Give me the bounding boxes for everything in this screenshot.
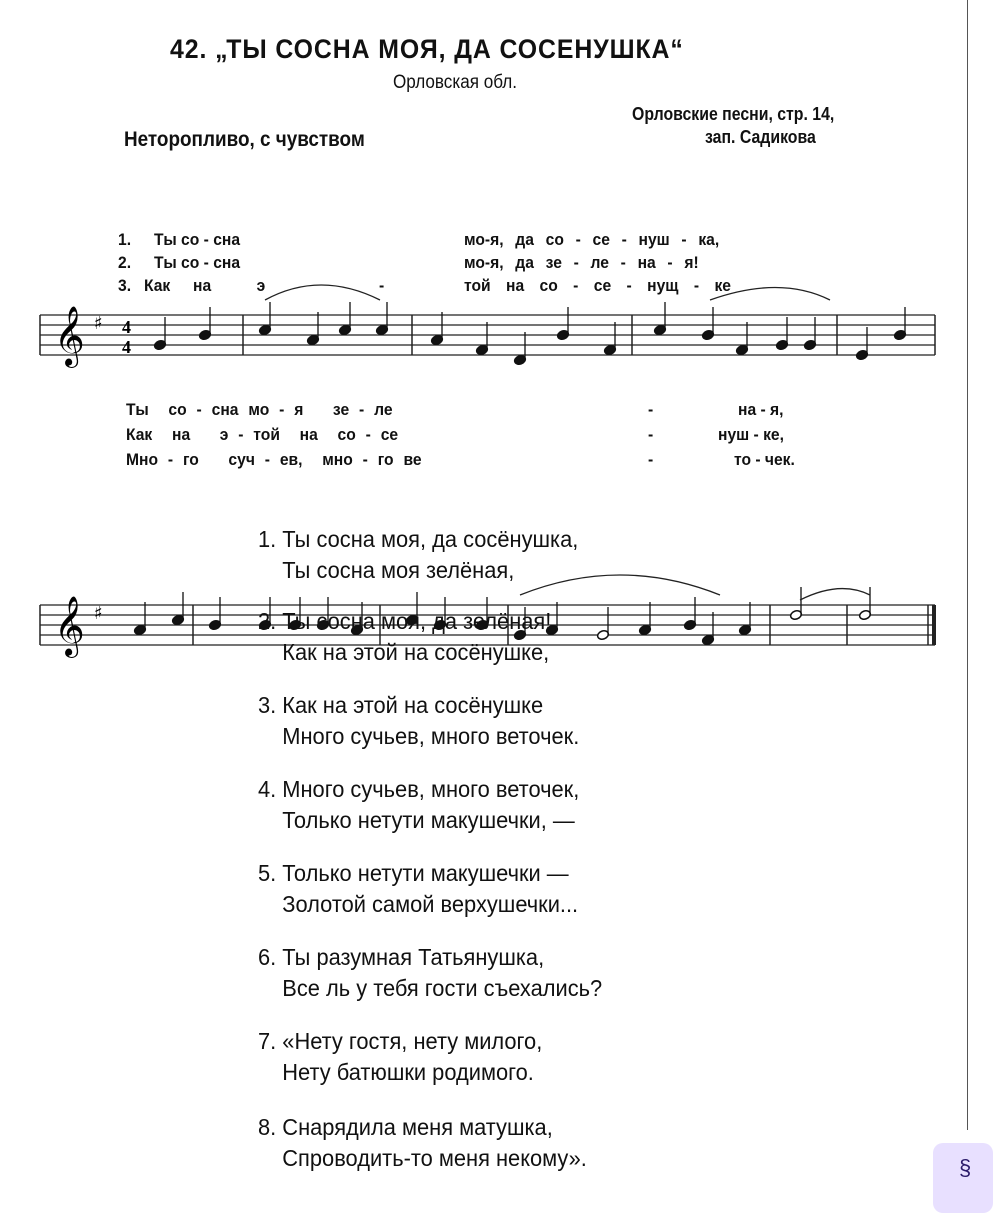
verse-line: Как на этой на сосёнушке, (258, 639, 550, 665)
lyric-line: Мно - го суч - ев, мно - го ве (126, 450, 422, 469)
lyric-line: мо-я, да зе - ле - на - я! (464, 253, 699, 272)
lyric-num: 2. (118, 253, 132, 272)
song-source: Орловские песни, стр. 14, (632, 104, 835, 124)
verse-line: 4. Много сучьев, много веточек, (258, 776, 580, 802)
squiggle-icon: § (959, 1155, 972, 1180)
verse-line: 8. Снарядила меня матушка, (258, 1114, 553, 1140)
treble-clef-icon: 𝄞 (54, 306, 85, 366)
lyric-line: Как на э - той на со - се (126, 425, 399, 444)
verse-line: 2. Ты сосна моя, да зелёная! (258, 608, 552, 634)
verse-line: Только нетути макушечки, — (258, 807, 575, 833)
lyric-line: Ты со - сна (154, 230, 241, 249)
verse-line: 5. Только нетути макушечки — (258, 860, 569, 886)
lyric-num: 1. (118, 230, 132, 249)
verse-line: 7. «Нету гостя, нету милого, (258, 1028, 543, 1054)
sharp-icon: ♯ (94, 313, 103, 334)
verse-line: 6. Ты разумная Татьянушка, (258, 944, 545, 970)
lyric-dash: - (648, 400, 654, 419)
time-signature-bottom: 4 (122, 337, 131, 357)
lyric-num: 3. (118, 276, 132, 295)
slur (520, 575, 720, 595)
lyric-line: Как на э - (144, 276, 385, 295)
lyric-dash: - (648, 425, 654, 444)
verse-line: Все ль у тебя гости съехались? (258, 975, 603, 1001)
lyric-line: то - чек. (734, 450, 795, 469)
verse-line: Ты сосна моя зелёная, (258, 557, 515, 583)
song-recorder: зап. Садикова (705, 127, 816, 147)
page-edge (967, 0, 968, 1130)
lyric-dash: - (648, 450, 654, 469)
verse-line: 3. Как на этой на сосёнушке (258, 692, 544, 718)
lyric-line: Ты со - сна (154, 253, 241, 272)
assistant-badge[interactable] (933, 1143, 993, 1213)
lyric-line: Ты со - сна мо - я зе - ле (126, 400, 393, 419)
slur (800, 589, 870, 600)
lyric-line: той на со - се - нущ - ке (464, 276, 732, 295)
verse-line: Нету батюшки родимого. (258, 1059, 534, 1085)
verse-line: 1. Ты сосна моя, да сосёнушка, (258, 526, 579, 552)
verse-line: Спроводить-то меня некому». (258, 1145, 587, 1171)
lyric-line: мо-я, да со - се - нуш - ка, (464, 230, 720, 249)
verse-line: Много сучьев, много веточек. (258, 723, 580, 749)
treble-clef-icon: 𝄞 (54, 596, 85, 656)
lyric-line: на - я, (738, 400, 784, 419)
time-signature-top: 4 (122, 317, 131, 337)
song-title: 42. „ТЫ СОСНА МОЯ, ДА СОСЕНУШКА“ (170, 34, 684, 64)
lyric-line: нуш - ке, (718, 425, 784, 444)
song-region: Орловская обл. (393, 72, 518, 93)
tempo-marking: Неторопливо, с чувством (124, 128, 365, 151)
sharp-icon: ♯ (94, 603, 103, 624)
verse-line: Золотой самой верхушечки... (258, 891, 579, 917)
